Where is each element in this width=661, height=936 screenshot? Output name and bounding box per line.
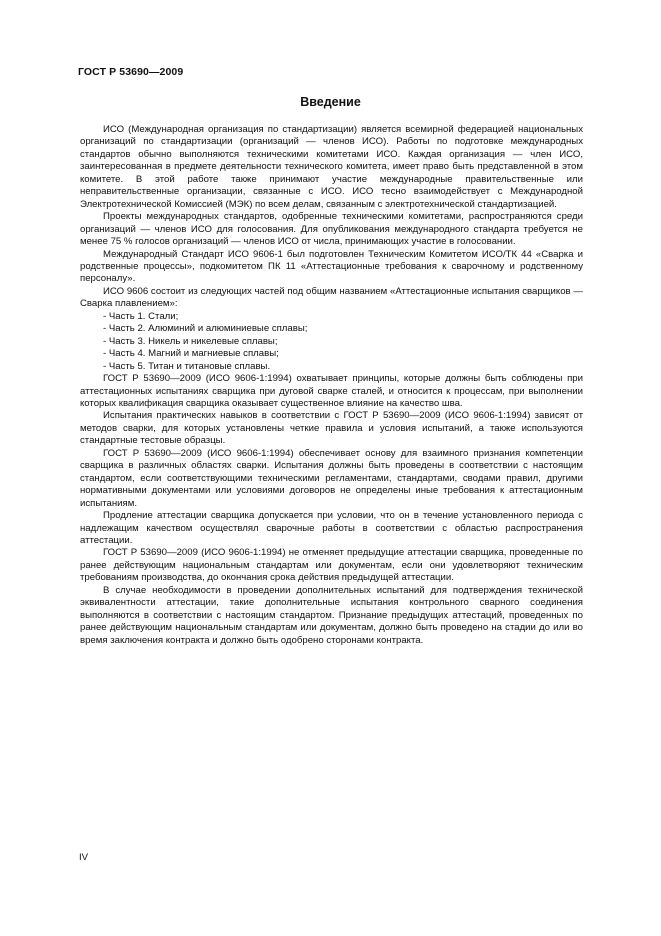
paragraph: В случае необходимости в проведении дополнительных испытаний для подтверждения технической эквивалентности аттестации, такие дополнительные испытания контрольного сварного соединения выполняются в соответствии с настоящим стандартом. Признание предыдущих аттестаций, проведенных по ранее действующим национальным стандартам или документам, должно быть проведено на стадии до или во время заключения контракта и должно быть одобрено сторонами контракта. (80, 584, 583, 646)
paragraph: Продление аттестации сварщика допускается при условии, что он в течение установленного периода с надлежащим качеством осуществлял сварочные работы в соответствии с областью распространения аттестации. (80, 510, 583, 546)
list-item (80, 348, 583, 360)
part-label: - Часть 2. Алюминий и алюминиевые сплавы; (103, 323, 308, 335)
section-title: Введение (300, 95, 361, 109)
paragraph: ГОСТ Р 53690—2009 (ИСО 9606-1:1994) обеспечивает основу для взаимного признания компетенции сварщика в различных областях сварки. Испытания должны быть проведены в соответствии с настоящим стандартом, если соответствующими техническими регламентами, стандартами, сводами правил, другими нормативными документами или условиями договоров не определены иные требования к аттестационным испытаниям. (80, 447, 583, 509)
paragraph: ИСО (Международная организация по стандартизации) является всемирной федерацией национальных организаций по стандартизации (организаций — членов ИСО). Работы по подготовке международных стандартов обычно выполняются техническими комитетами ИСО. Каждая организация — член ИСО, заинтересованная в предмете деятельности технического комитета, имеет право быть представленной в этом комитете. В этой работе также принимают участие международные правительственные или неправительственные организации, связанные с ИСО. ИСО тесно взаимодействует с Международной Электротехнической Комиссией (МЭК) по всем делам, связанным с электротехнической стандартизацией. (80, 124, 583, 210)
document-code: ГОСТ Р 53690—2009 (78, 66, 184, 78)
paragraph: ИСО 9606 состоит из следующих частей под общим названием «Аттестационные испытания сварщиков — Сварка плавлением»: (80, 285, 583, 310)
paragraph: ГОСТ Р 53690—2009 (ИСО 9606-1:1994) не отменяет предыдущие аттестации сварщика, проведенные по ранее действующим национальным стандартам или документам, если они удовлетворяют техническим требованиям производства, до окончания срока действия предыдущей аттестации. (80, 547, 583, 584)
part-label: - Часть 5. Титан и титановые сплавы. (103, 360, 271, 372)
list-item (80, 361, 583, 373)
part-label: - Часть 4. Магний и магниевые сплавы; (103, 348, 279, 360)
list-item (80, 311, 583, 323)
list-item (80, 323, 583, 335)
part-label: - Часть 3. Никель и никелевые сплавы; (103, 335, 278, 347)
paragraph: Международный Стандарт ИСО 9606-1 был подготовлен Техническим Комитетом ИСО/ТК 44 «Сварка и родственные процессы», подкомитетом ПК 11 «Аттестационные требования к сварочному и родственному персоналу». (80, 248, 583, 285)
list-item (80, 336, 583, 348)
part-label: - Часть 1. Стали; (103, 310, 179, 322)
paragraph: ГОСТ Р 53690—2009 (ИСО 9606-1:1994) охватывает принципы, которые должны быть соблюдены при аттестационных испытаниях сварщика при дуговой сварке сталей, и относится к процессам, при выполнении которых квалификация сварщика оказывает существенное влияние на качество шва. (80, 373, 583, 409)
page-number: IV (79, 852, 89, 863)
introduction-body (80, 124, 583, 647)
paragraph: Испытания практических навыков в соответствии с ГОСТ Р 53690—2009 (ИСО 9606-1:1994) зависят от методов сварки, для которых установлены четкие правила и условия испытаний, а также используются стандартные тестовые образцы. (80, 410, 583, 447)
paragraph: Проекты международных стандартов, одобренные техническими комитетами, распространяются среди организаций — членов ИСО для голосования. Для опубликования международного стандарта требуется не менее 75 % голосов организаций — членов ИСО от числа, принимающих участие в голосовании. (80, 211, 583, 248)
